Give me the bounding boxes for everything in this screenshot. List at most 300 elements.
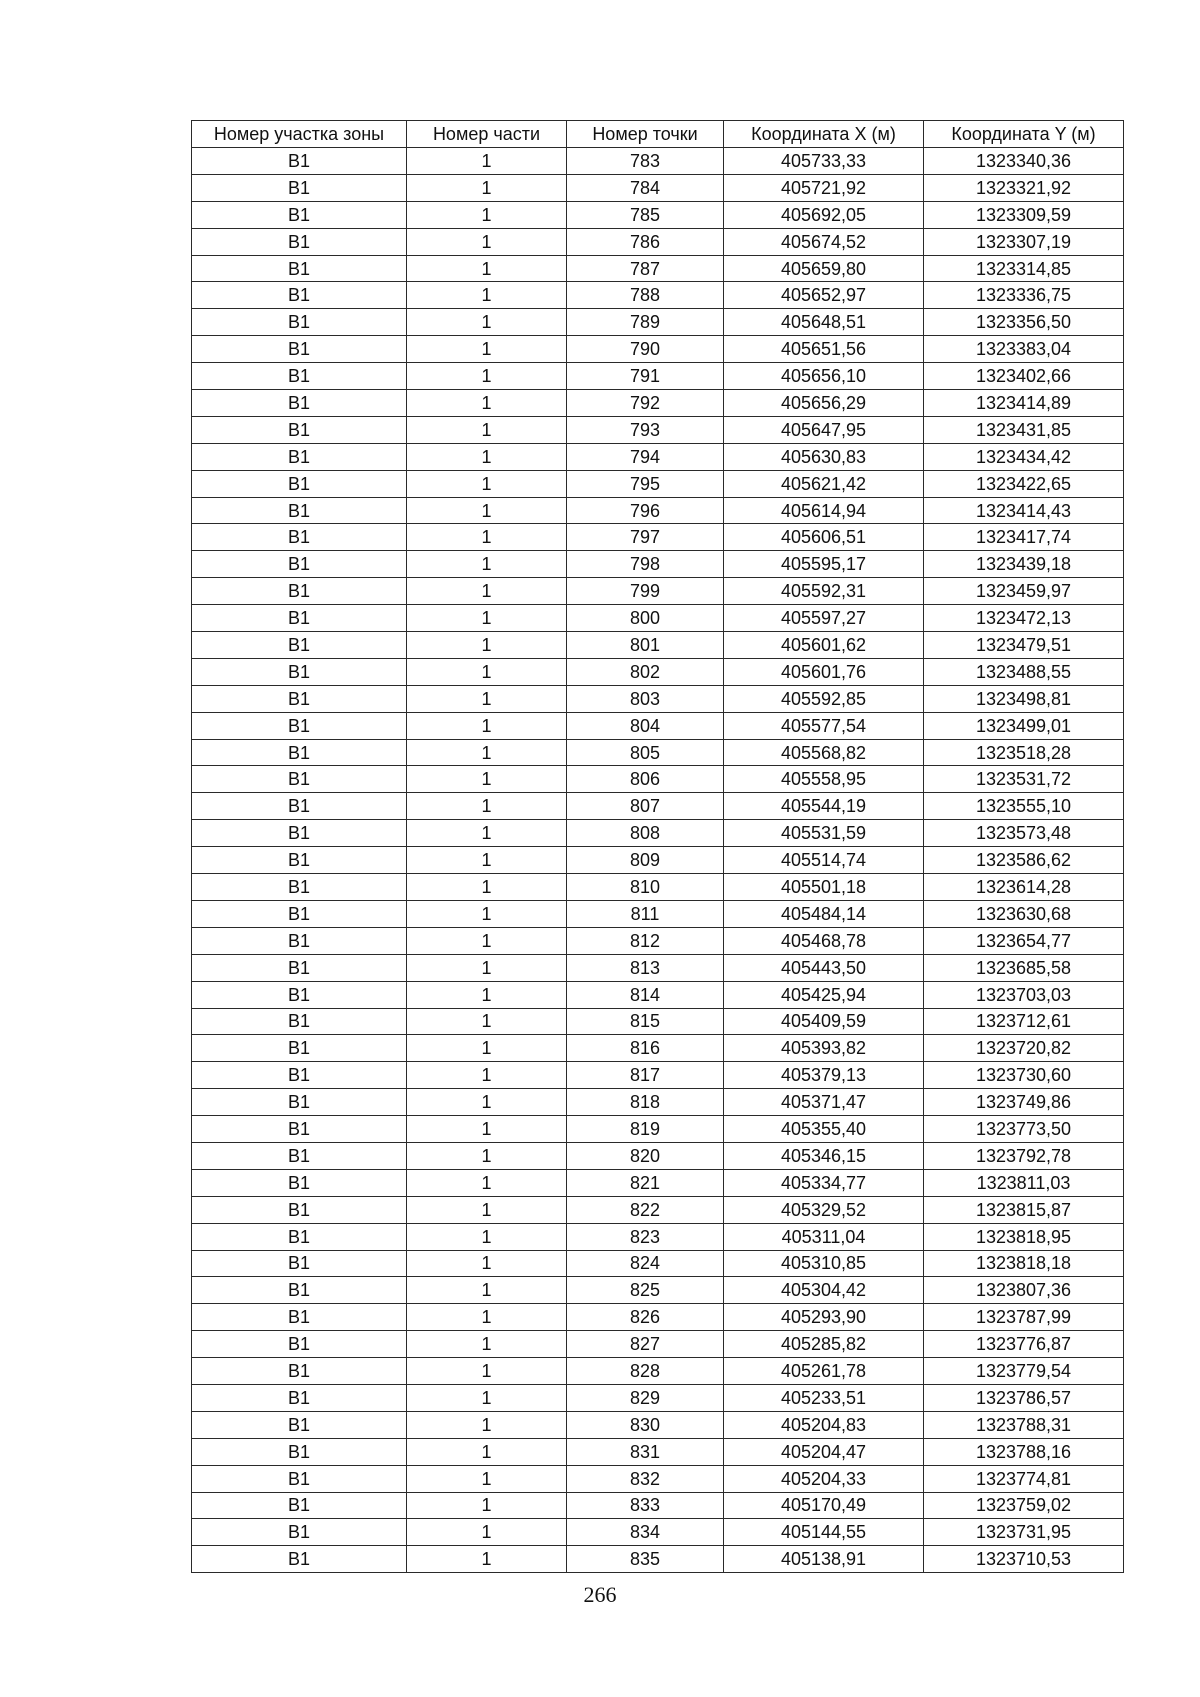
cell-zone-section: В1 — [192, 1304, 407, 1331]
cell-coordinate-x: 405293,90 — [724, 1304, 924, 1331]
coordinates-table — [191, 120, 1124, 1573]
table-row — [192, 1331, 1124, 1358]
cell-part-number: 1 — [407, 1331, 567, 1358]
cell-coordinate-x: 405310,85 — [724, 1250, 924, 1277]
cell-point-number: 822 — [567, 1196, 724, 1223]
cell-coordinate-x: 405304,42 — [724, 1277, 924, 1304]
cell-part-number: 1 — [407, 847, 567, 874]
cell-part-number: 1 — [407, 1250, 567, 1277]
cell-coordinate-x: 405170,49 — [724, 1492, 924, 1519]
cell-point-number: 786 — [567, 228, 724, 255]
cell-point-number: 812 — [567, 927, 724, 954]
cell-coordinate-x: 405371,47 — [724, 1089, 924, 1116]
cell-point-number: 828 — [567, 1358, 724, 1385]
cell-point-number: 814 — [567, 981, 724, 1008]
cell-coordinate-x: 405721,92 — [724, 174, 924, 201]
cell-coordinate-x: 405621,42 — [724, 470, 924, 497]
cell-coordinate-y: 1323383,04 — [924, 336, 1124, 363]
table-row — [192, 201, 1124, 228]
cell-coordinate-x: 405393,82 — [724, 1035, 924, 1062]
cell-point-number: 785 — [567, 201, 724, 228]
table-row — [192, 1358, 1124, 1385]
cell-coordinate-y: 1323614,28 — [924, 874, 1124, 901]
table-row — [192, 1116, 1124, 1143]
cell-zone-section: В1 — [192, 524, 407, 551]
cell-part-number: 1 — [407, 1277, 567, 1304]
page-number: 266 — [583, 1582, 617, 1607]
cell-point-number: 800 — [567, 605, 724, 632]
table-row — [192, 1438, 1124, 1465]
cell-coordinate-y: 1323307,19 — [924, 228, 1124, 255]
cell-zone-section: В1 — [192, 551, 407, 578]
cell-part-number: 1 — [407, 739, 567, 766]
cell-coordinate-x: 405659,80 — [724, 255, 924, 282]
cell-coordinate-x: 405379,13 — [724, 1062, 924, 1089]
cell-zone-section: В1 — [192, 1008, 407, 1035]
cell-point-number: 821 — [567, 1169, 724, 1196]
table-row — [192, 1277, 1124, 1304]
cell-coordinate-y: 1323586,62 — [924, 847, 1124, 874]
cell-part-number: 1 — [407, 416, 567, 443]
cell-point-number: 789 — [567, 309, 724, 336]
table-body — [192, 148, 1124, 1573]
table-row — [192, 363, 1124, 390]
cell-zone-section: В1 — [192, 174, 407, 201]
cell-point-number: 792 — [567, 390, 724, 417]
cell-zone-section: В1 — [192, 1250, 407, 1277]
cell-zone-section: В1 — [192, 739, 407, 766]
cell-part-number: 1 — [407, 820, 567, 847]
cell-point-number: 831 — [567, 1438, 724, 1465]
cell-coordinate-x: 405692,05 — [724, 201, 924, 228]
table-row — [192, 282, 1124, 309]
cell-coordinate-y: 1323710,53 — [924, 1546, 1124, 1573]
table-row — [192, 954, 1124, 981]
cell-point-number: 790 — [567, 336, 724, 363]
header-zone-section: Номер участка зоны — [192, 121, 407, 148]
cell-part-number: 1 — [407, 309, 567, 336]
cell-coordinate-y: 1323402,66 — [924, 363, 1124, 390]
cell-zone-section: В1 — [192, 1438, 407, 1465]
cell-coordinate-y: 1323434,42 — [924, 443, 1124, 470]
cell-coordinate-y: 1323431,85 — [924, 416, 1124, 443]
table-row — [192, 793, 1124, 820]
table-row — [192, 390, 1124, 417]
cell-part-number: 1 — [407, 632, 567, 659]
cell-zone-section: В1 — [192, 1223, 407, 1250]
cell-coordinate-x: 405501,18 — [724, 874, 924, 901]
cell-coordinate-x: 405514,74 — [724, 847, 924, 874]
cell-coordinate-x: 405484,14 — [724, 900, 924, 927]
cell-zone-section: В1 — [192, 927, 407, 954]
cell-coordinate-y: 1323815,87 — [924, 1196, 1124, 1223]
table-row — [192, 1223, 1124, 1250]
cell-part-number: 1 — [407, 174, 567, 201]
cell-point-number: 810 — [567, 874, 724, 901]
cell-zone-section: В1 — [192, 874, 407, 901]
cell-coordinate-y: 1323414,43 — [924, 497, 1124, 524]
cell-coordinate-y: 1323786,57 — [924, 1384, 1124, 1411]
table-row — [192, 255, 1124, 282]
cell-part-number: 1 — [407, 1519, 567, 1546]
cell-point-number: 830 — [567, 1411, 724, 1438]
cell-coordinate-y: 1323654,77 — [924, 927, 1124, 954]
table-row — [192, 578, 1124, 605]
cell-zone-section: В1 — [192, 255, 407, 282]
cell-part-number: 1 — [407, 1196, 567, 1223]
table-row — [192, 766, 1124, 793]
table-row — [192, 712, 1124, 739]
cell-part-number: 1 — [407, 336, 567, 363]
cell-part-number: 1 — [407, 524, 567, 551]
cell-zone-section: В1 — [192, 632, 407, 659]
cell-coordinate-x: 405597,27 — [724, 605, 924, 632]
cell-coordinate-x: 405595,17 — [724, 551, 924, 578]
cell-coordinate-y: 1323774,81 — [924, 1465, 1124, 1492]
cell-zone-section: В1 — [192, 1331, 407, 1358]
cell-zone-section: В1 — [192, 793, 407, 820]
cell-point-number: 811 — [567, 900, 724, 927]
cell-coordinate-y: 1323818,18 — [924, 1250, 1124, 1277]
table-row — [192, 1250, 1124, 1277]
table-row — [192, 524, 1124, 551]
table-row — [192, 551, 1124, 578]
cell-part-number: 1 — [407, 1062, 567, 1089]
cell-point-number: 827 — [567, 1331, 724, 1358]
cell-coordinate-y: 1323498,81 — [924, 685, 1124, 712]
cell-coordinate-x: 405656,10 — [724, 363, 924, 390]
cell-point-number: 802 — [567, 658, 724, 685]
cell-coordinate-x: 405285,82 — [724, 1331, 924, 1358]
cell-zone-section: В1 — [192, 900, 407, 927]
cell-part-number: 1 — [407, 927, 567, 954]
cell-point-number: 829 — [567, 1384, 724, 1411]
cell-coordinate-x: 405647,95 — [724, 416, 924, 443]
table-row — [192, 309, 1124, 336]
cell-zone-section: В1 — [192, 1196, 407, 1223]
cell-point-number: 807 — [567, 793, 724, 820]
cell-zone-section: В1 — [192, 954, 407, 981]
cell-point-number: 820 — [567, 1142, 724, 1169]
cell-coordinate-x: 405558,95 — [724, 766, 924, 793]
cell-part-number: 1 — [407, 1116, 567, 1143]
cell-zone-section: В1 — [192, 228, 407, 255]
cell-coordinate-x: 405651,56 — [724, 336, 924, 363]
cell-part-number: 1 — [407, 900, 567, 927]
cell-coordinate-y: 1323479,51 — [924, 632, 1124, 659]
table-row — [192, 228, 1124, 255]
cell-part-number: 1 — [407, 605, 567, 632]
cell-part-number: 1 — [407, 1169, 567, 1196]
cell-part-number: 1 — [407, 981, 567, 1008]
cell-zone-section: В1 — [192, 1411, 407, 1438]
cell-point-number: 794 — [567, 443, 724, 470]
cell-coordinate-y: 1323776,87 — [924, 1331, 1124, 1358]
cell-point-number: 826 — [567, 1304, 724, 1331]
table-row — [192, 847, 1124, 874]
cell-coordinate-y: 1323807,36 — [924, 1277, 1124, 1304]
cell-coordinate-x: 405138,91 — [724, 1546, 924, 1573]
cell-zone-section: В1 — [192, 847, 407, 874]
table-row — [192, 1546, 1124, 1573]
cell-part-number: 1 — [407, 1546, 567, 1573]
cell-coordinate-x: 405577,54 — [724, 712, 924, 739]
cell-coordinate-y: 1323811,03 — [924, 1169, 1124, 1196]
cell-coordinate-y: 1323309,59 — [924, 201, 1124, 228]
cell-coordinate-y: 1323731,95 — [924, 1519, 1124, 1546]
cell-coordinate-y: 1323788,16 — [924, 1438, 1124, 1465]
cell-coordinate-x: 405630,83 — [724, 443, 924, 470]
cell-part-number: 1 — [407, 1304, 567, 1331]
cell-coordinate-x: 405568,82 — [724, 739, 924, 766]
cell-zone-section: В1 — [192, 685, 407, 712]
cell-coordinate-x: 405425,94 — [724, 981, 924, 1008]
cell-part-number: 1 — [407, 1035, 567, 1062]
cell-point-number: 796 — [567, 497, 724, 524]
cell-point-number: 808 — [567, 820, 724, 847]
table-row — [192, 605, 1124, 632]
cell-coordinate-y: 1323321,92 — [924, 174, 1124, 201]
cell-point-number: 819 — [567, 1116, 724, 1143]
cell-coordinate-y: 1323573,48 — [924, 820, 1124, 847]
cell-coordinate-x: 405733,33 — [724, 148, 924, 175]
cell-part-number: 1 — [407, 874, 567, 901]
cell-zone-section: В1 — [192, 712, 407, 739]
table-row — [192, 336, 1124, 363]
cell-zone-section: В1 — [192, 282, 407, 309]
cell-part-number: 1 — [407, 1384, 567, 1411]
table-row — [192, 470, 1124, 497]
cell-part-number: 1 — [407, 201, 567, 228]
cell-zone-section: В1 — [192, 981, 407, 1008]
cell-zone-section: В1 — [192, 1116, 407, 1143]
cell-point-number: 801 — [567, 632, 724, 659]
table-row — [192, 981, 1124, 1008]
cell-point-number: 817 — [567, 1062, 724, 1089]
cell-coordinate-x: 405334,77 — [724, 1169, 924, 1196]
cell-point-number: 793 — [567, 416, 724, 443]
cell-coordinate-x: 405204,83 — [724, 1411, 924, 1438]
cell-point-number: 835 — [567, 1546, 724, 1573]
table-row — [192, 739, 1124, 766]
cell-coordinate-x: 405443,50 — [724, 954, 924, 981]
cell-coordinate-x: 405329,52 — [724, 1196, 924, 1223]
cell-coordinate-x: 405592,31 — [724, 578, 924, 605]
table-row — [192, 1008, 1124, 1035]
header-coordinate-y: Координата Y (м) — [924, 121, 1124, 148]
cell-zone-section: В1 — [192, 470, 407, 497]
cell-part-number: 1 — [407, 712, 567, 739]
table-row — [192, 927, 1124, 954]
table-row — [192, 174, 1124, 201]
cell-zone-section: В1 — [192, 1089, 407, 1116]
cell-coordinate-y: 1323314,85 — [924, 255, 1124, 282]
cell-part-number: 1 — [407, 1411, 567, 1438]
table-row — [192, 1411, 1124, 1438]
cell-coordinate-x: 405601,62 — [724, 632, 924, 659]
cell-zone-section: В1 — [192, 1546, 407, 1573]
cell-part-number: 1 — [407, 443, 567, 470]
cell-part-number: 1 — [407, 793, 567, 820]
cell-point-number: 813 — [567, 954, 724, 981]
cell-zone-section: В1 — [192, 201, 407, 228]
table-row — [192, 632, 1124, 659]
cell-coordinate-x: 405648,51 — [724, 309, 924, 336]
cell-point-number: 823 — [567, 1223, 724, 1250]
cell-point-number: 834 — [567, 1519, 724, 1546]
cell-point-number: 816 — [567, 1035, 724, 1062]
cell-point-number: 783 — [567, 148, 724, 175]
cell-coordinate-y: 1323356,50 — [924, 309, 1124, 336]
cell-coordinate-y: 1323518,28 — [924, 739, 1124, 766]
cell-part-number: 1 — [407, 1008, 567, 1035]
cell-coordinate-y: 1323749,86 — [924, 1089, 1124, 1116]
cell-point-number: 798 — [567, 551, 724, 578]
cell-coordinate-y: 1323630,68 — [924, 900, 1124, 927]
cell-part-number: 1 — [407, 148, 567, 175]
table-row — [192, 1089, 1124, 1116]
cell-zone-section: В1 — [192, 578, 407, 605]
table-row — [192, 416, 1124, 443]
cell-point-number: 799 — [567, 578, 724, 605]
cell-zone-section: В1 — [192, 1169, 407, 1196]
cell-zone-section: В1 — [192, 390, 407, 417]
cell-zone-section: В1 — [192, 658, 407, 685]
cell-zone-section: В1 — [192, 1035, 407, 1062]
cell-coordinate-y: 1323712,61 — [924, 1008, 1124, 1035]
cell-coordinate-y: 1323685,58 — [924, 954, 1124, 981]
cell-part-number: 1 — [407, 1142, 567, 1169]
cell-point-number: 818 — [567, 1089, 724, 1116]
cell-zone-section: В1 — [192, 1277, 407, 1304]
table-row — [192, 685, 1124, 712]
cell-zone-section: В1 — [192, 363, 407, 390]
cell-part-number: 1 — [407, 363, 567, 390]
table-row — [192, 1062, 1124, 1089]
cell-zone-section: В1 — [192, 148, 407, 175]
cell-coordinate-y: 1323340,36 — [924, 148, 1124, 175]
cell-coordinate-x: 405311,04 — [724, 1223, 924, 1250]
table-row — [192, 1492, 1124, 1519]
cell-coordinate-y: 1323787,99 — [924, 1304, 1124, 1331]
table-row — [192, 1142, 1124, 1169]
cell-coordinate-y: 1323773,50 — [924, 1116, 1124, 1143]
table-row — [192, 874, 1124, 901]
cell-part-number: 1 — [407, 1089, 567, 1116]
cell-part-number: 1 — [407, 954, 567, 981]
cell-coordinate-y: 1323730,60 — [924, 1062, 1124, 1089]
cell-zone-section: В1 — [192, 1519, 407, 1546]
cell-coordinate-y: 1323488,55 — [924, 658, 1124, 685]
cell-coordinate-x: 405614,94 — [724, 497, 924, 524]
cell-point-number: 795 — [567, 470, 724, 497]
cell-coordinate-y: 1323439,18 — [924, 551, 1124, 578]
cell-coordinate-y: 1323531,72 — [924, 766, 1124, 793]
cell-part-number: 1 — [407, 228, 567, 255]
cell-point-number: 824 — [567, 1250, 724, 1277]
table-row — [192, 658, 1124, 685]
cell-coordinate-y: 1323422,65 — [924, 470, 1124, 497]
cell-part-number: 1 — [407, 497, 567, 524]
cell-zone-section: В1 — [192, 1465, 407, 1492]
cell-part-number: 1 — [407, 551, 567, 578]
cell-point-number: 805 — [567, 739, 724, 766]
cell-zone-section: В1 — [192, 1062, 407, 1089]
header-point-number: Номер точки — [567, 121, 724, 148]
cell-coordinate-y: 1323499,01 — [924, 712, 1124, 739]
table-row — [192, 443, 1124, 470]
cell-point-number: 804 — [567, 712, 724, 739]
cell-part-number: 1 — [407, 578, 567, 605]
cell-part-number: 1 — [407, 282, 567, 309]
cell-part-number: 1 — [407, 255, 567, 282]
table-header-row — [192, 121, 1124, 148]
cell-zone-section: В1 — [192, 443, 407, 470]
table-row — [192, 148, 1124, 175]
cell-part-number: 1 — [407, 1358, 567, 1385]
header-coordinate-x: Координата X (м) — [724, 121, 924, 148]
cell-coordinate-x: 405261,78 — [724, 1358, 924, 1385]
cell-coordinate-x: 405409,59 — [724, 1008, 924, 1035]
table-row — [192, 1304, 1124, 1331]
table-row — [192, 820, 1124, 847]
cell-coordinate-x: 405606,51 — [724, 524, 924, 551]
cell-coordinate-x: 405204,33 — [724, 1465, 924, 1492]
cell-point-number: 788 — [567, 282, 724, 309]
cell-zone-section: В1 — [192, 336, 407, 363]
table-row — [192, 1519, 1124, 1546]
cell-part-number: 1 — [407, 1223, 567, 1250]
cell-coordinate-y: 1323459,97 — [924, 578, 1124, 605]
cell-coordinate-y: 1323720,82 — [924, 1035, 1124, 1062]
table-row — [192, 1196, 1124, 1223]
cell-point-number: 787 — [567, 255, 724, 282]
table-row — [192, 1169, 1124, 1196]
cell-point-number: 791 — [567, 363, 724, 390]
cell-coordinate-x: 405652,97 — [724, 282, 924, 309]
cell-coordinate-y: 1323414,89 — [924, 390, 1124, 417]
cell-zone-section: В1 — [192, 1358, 407, 1385]
cell-coordinate-y: 1323417,74 — [924, 524, 1124, 551]
cell-zone-section: В1 — [192, 1492, 407, 1519]
cell-zone-section: В1 — [192, 766, 407, 793]
cell-zone-section: В1 — [192, 309, 407, 336]
header-part-number: Номер части — [407, 121, 567, 148]
cell-part-number: 1 — [407, 658, 567, 685]
cell-part-number: 1 — [407, 766, 567, 793]
cell-point-number: 833 — [567, 1492, 724, 1519]
cell-coordinate-y: 1323555,10 — [924, 793, 1124, 820]
cell-zone-section: В1 — [192, 820, 407, 847]
cell-point-number: 797 — [567, 524, 724, 551]
cell-coordinate-y: 1323472,13 — [924, 605, 1124, 632]
cell-part-number: 1 — [407, 470, 567, 497]
cell-part-number: 1 — [407, 1438, 567, 1465]
cell-coordinate-x: 405592,85 — [724, 685, 924, 712]
cell-zone-section: В1 — [192, 1142, 407, 1169]
cell-coordinate-y: 1323788,31 — [924, 1411, 1124, 1438]
cell-point-number: 806 — [567, 766, 724, 793]
cell-coordinate-x: 405601,76 — [724, 658, 924, 685]
cell-coordinate-x: 405204,47 — [724, 1438, 924, 1465]
cell-coordinate-y: 1323818,95 — [924, 1223, 1124, 1250]
cell-part-number: 1 — [407, 390, 567, 417]
cell-coordinate-y: 1323703,03 — [924, 981, 1124, 1008]
cell-point-number: 803 — [567, 685, 724, 712]
cell-coordinate-x: 405544,19 — [724, 793, 924, 820]
cell-zone-section: В1 — [192, 605, 407, 632]
cell-coordinate-y: 1323779,54 — [924, 1358, 1124, 1385]
